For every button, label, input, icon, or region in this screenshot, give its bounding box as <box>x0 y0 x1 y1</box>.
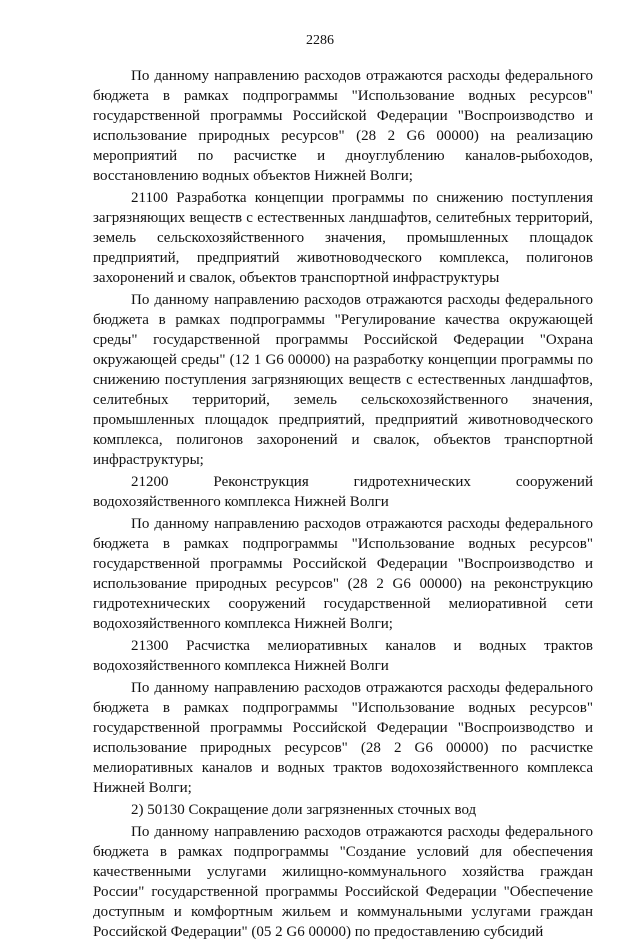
paragraph-code-50130: 2) 50130 Сокращение доли загрязненных сточных вод <box>131 802 477 818</box>
paragraph-code-21300: 21300 Расчистка мелиоративных каналов и водных трактов водохозяйственного комплекса Нижней Волги <box>93 638 593 674</box>
paragraph-code-21100: 21100 Разработка концепции программы по снижению поступления загрязняющих веществ с естественных ландшафтов, селитебных территорий, земель сельскохозяйственного значения, промышленных площадок предприятий, предприятий животноводческого комплекса, полигонов захоронений и свалок, объектов транспортной инфраструктуры <box>93 190 593 286</box>
paragraph-expense-description-2: По данному направлению расходов отражаются расходы федерального бюджета в рамках подпрограммы "Регулирование качества окружающей среды" государственной программы Российской Федерации "Охрана окружающей среды" (12 1 G6 00000) на разработку концепции программы по снижению поступления загрязняющих веществ с естественных ландшафтов, селитебных территорий, земель сельскохозяйственного значения, промышленных площадок предприятий, предприятий животноводческого комплекса, полигонов захоронений и свалок, объектов транспортной инфраструктуры; <box>93 292 593 468</box>
paragraph-expense-description-3: По данному направлению расходов отражаются расходы федерального бюджета в рамках подпрограммы "Использование водных ресурсов" государственной программы Российской Федерации "Воспроизводство и использование природных ресурсов" (28 2 G6 00000) на реконструкцию гидротехнических сооружений государственной мелиоративной сети водохозяйственного комплекса Нижней Волги; <box>93 516 593 632</box>
paragraph-expense-description-4: По данному направлению расходов отражаются расходы федерального бюджета в рамках подпрограммы "Использование водных ресурсов" государственной программы Российской Федерации "Воспроизводство и использование природных ресурсов" (28 2 G6 00000) по расчистке мелиоративных каналов и водных трактов водохозяйственного комплекса Нижней Волги; <box>93 680 593 796</box>
document-body <box>93 66 593 942</box>
page-number: 2286 <box>306 33 334 48</box>
paragraph-code-21200: 21200 Реконструкция гидротехнических сооружений водохозяйственного комплекса Нижней Волги <box>93 474 593 510</box>
paragraph-expense-description-5: По данному направлению расходов отражаются расходы федерального бюджета в рамках подпрограммы "Создание условий для обеспечения качественными услугами жилищно-коммунального хозяйства граждан России" государственной программы Российской Федерации "Обеспечение доступным и комфортным жильем и коммунальными услугами граждан Российской Федерации" (05 2 G6 00000) по предоставлению субсидий <box>93 824 593 940</box>
paragraph-expense-description-1: По данному направлению расходов отражаются расходы федерального бюджета в рамках подпрограммы "Использование водных ресурсов" государственной программы Российской Федерации "Воспроизводство и использование природных ресурсов" (28 2 G6 00000) на реализацию мероприятий по расчистке и дноуглублению каналов-рыбоходов, восстановлению водных объектов Нижней Волги; <box>93 68 593 184</box>
